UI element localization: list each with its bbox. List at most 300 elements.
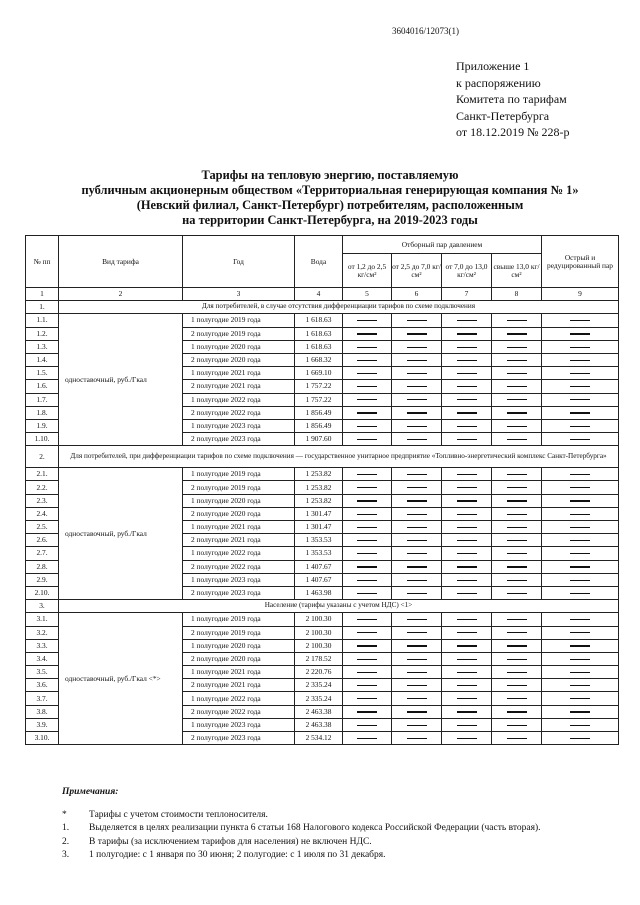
- dash-mark: [457, 645, 477, 646]
- empty-value-cell: [542, 340, 619, 353]
- empty-value-cell: [542, 718, 619, 731]
- period-cell: 1 полугодие 2019 года: [183, 468, 295, 481]
- dash-mark: [457, 540, 477, 541]
- dash-mark: [570, 645, 590, 646]
- dash-mark: [507, 399, 527, 400]
- period-cell: 2 полугодие 2020 года: [183, 353, 295, 366]
- dash-mark: [507, 553, 527, 554]
- water-tariff-cell: 1 353.53: [295, 547, 343, 560]
- empty-value-cell: [442, 481, 492, 494]
- row-number: 1.7.: [26, 393, 59, 406]
- empty-value-cell: [492, 573, 542, 586]
- period-cell: 2 полугодие 2020 года: [183, 652, 295, 665]
- empty-value-cell: [343, 705, 392, 718]
- dash-mark: [457, 619, 477, 620]
- empty-value-cell: [343, 666, 392, 679]
- empty-value-cell: [492, 560, 542, 573]
- empty-value-cell: [343, 433, 392, 446]
- dash-mark: [407, 619, 427, 620]
- empty-value-cell: [343, 468, 392, 481]
- col-number: 2: [59, 288, 183, 301]
- document-title: [40, 168, 620, 228]
- empty-value-cell: [392, 718, 442, 731]
- row-number: 2.4.: [26, 507, 59, 520]
- row-number: 3.6.: [26, 679, 59, 692]
- dash-mark: [457, 399, 477, 400]
- empty-value-cell: [442, 732, 492, 745]
- empty-value-cell: [542, 468, 619, 481]
- dash-mark: [507, 347, 527, 348]
- row-number: 3.9.: [26, 718, 59, 731]
- dash-mark: [570, 373, 590, 374]
- dash-mark: [357, 711, 377, 712]
- empty-value-cell: [492, 393, 542, 406]
- water-tariff-cell: 1 407.67: [295, 573, 343, 586]
- header-steam-group: Отборный пар давлением: [343, 236, 542, 254]
- document-number: 3604016/12073(1): [392, 26, 459, 36]
- dash-mark: [357, 439, 377, 440]
- dash-mark: [407, 399, 427, 400]
- note-mark: *: [62, 810, 67, 821]
- empty-value-cell: [392, 626, 442, 639]
- empty-value-cell: [392, 679, 442, 692]
- dash-mark: [570, 333, 590, 334]
- period-cell: 1 полугодие 2022 года: [183, 547, 295, 560]
- empty-value-cell: [492, 433, 542, 446]
- period-cell: 2 полугодие 2021 года: [183, 380, 295, 393]
- empty-value-cell: [492, 652, 542, 665]
- section-row: [26, 446, 619, 468]
- empty-value-cell: [442, 393, 492, 406]
- dash-mark: [407, 632, 427, 633]
- dash-mark: [507, 672, 527, 673]
- empty-value-cell: [492, 494, 542, 507]
- dash-mark: [570, 580, 590, 581]
- dash-mark: [357, 320, 377, 321]
- water-tariff-cell: 1 668.32: [295, 353, 343, 366]
- empty-value-cell: [343, 340, 392, 353]
- dash-mark: [507, 540, 527, 541]
- empty-value-cell: [392, 481, 442, 494]
- dash-mark: [507, 566, 527, 567]
- empty-value-cell: [343, 679, 392, 692]
- empty-value-cell: [442, 353, 492, 366]
- dash-mark: [507, 320, 527, 321]
- row-number: 1.8.: [26, 406, 59, 419]
- row-number: 2.3.: [26, 494, 59, 507]
- dash-mark: [357, 333, 377, 334]
- dash-mark: [457, 320, 477, 321]
- dash-mark: [507, 619, 527, 620]
- dash-mark: [570, 672, 590, 673]
- empty-value-cell: [392, 560, 442, 573]
- dash-mark: [407, 347, 427, 348]
- dash-mark: [570, 659, 590, 660]
- empty-value-cell: [343, 494, 392, 507]
- dash-mark: [457, 373, 477, 374]
- dash-mark: [570, 474, 590, 475]
- dash-mark: [357, 540, 377, 541]
- period-cell: 1 полугодие 2020 года: [183, 340, 295, 353]
- empty-value-cell: [492, 367, 542, 380]
- empty-value-cell: [442, 626, 492, 639]
- empty-value-cell: [392, 705, 442, 718]
- empty-value-cell: [492, 340, 542, 353]
- appendix-line: Приложение 1: [456, 59, 530, 73]
- empty-value-cell: [343, 521, 392, 534]
- empty-value-cell: [492, 705, 542, 718]
- dash-mark: [357, 527, 377, 528]
- section-title: Население (тарифы указаны с учетом НДС) <1>: [59, 600, 619, 613]
- empty-value-cell: [542, 507, 619, 520]
- empty-value-cell: [442, 314, 492, 327]
- dash-mark: [507, 593, 527, 594]
- empty-value-cell: [343, 314, 392, 327]
- header-steam-3: от 7,0 до 13,0 кг/см²: [442, 254, 492, 288]
- dash-mark: [407, 333, 427, 334]
- dash-mark: [507, 333, 527, 334]
- dash-mark: [357, 373, 377, 374]
- dash-mark: [357, 500, 377, 501]
- empty-value-cell: [542, 393, 619, 406]
- empty-value-cell: [492, 718, 542, 731]
- empty-value-cell: [442, 406, 492, 419]
- empty-value-cell: [542, 367, 619, 380]
- water-tariff-cell: 1 856.49: [295, 419, 343, 432]
- row-number: 2.9.: [26, 573, 59, 586]
- empty-value-cell: [343, 573, 392, 586]
- dash-mark: [357, 698, 377, 699]
- row-number: 1.9.: [26, 419, 59, 432]
- empty-value-cell: [542, 534, 619, 547]
- empty-value-cell: [392, 613, 442, 626]
- period-cell: 1 полугодие 2022 года: [183, 692, 295, 705]
- col-number: 6: [392, 288, 442, 301]
- dash-mark: [570, 439, 590, 440]
- header-steam-4: свыше 13,0 кг/см²: [492, 254, 542, 288]
- col-number: 9: [542, 288, 619, 301]
- dash-mark: [570, 685, 590, 686]
- empty-value-cell: [343, 732, 392, 745]
- dash-mark: [357, 426, 377, 427]
- dash-mark: [570, 500, 590, 501]
- empty-value-cell: [343, 393, 392, 406]
- water-tariff-cell: 1 253.82: [295, 468, 343, 481]
- dash-mark: [507, 412, 527, 413]
- dash-mark: [457, 360, 477, 361]
- empty-value-cell: [492, 481, 542, 494]
- empty-value-cell: [343, 367, 392, 380]
- water-tariff-cell: 2 463.38: [295, 718, 343, 731]
- empty-value-cell: [343, 626, 392, 639]
- dash-mark: [407, 386, 427, 387]
- empty-value-cell: [442, 560, 492, 573]
- water-tariff-cell: 1 856.49: [295, 406, 343, 419]
- period-cell: 1 полугодие 2023 года: [183, 718, 295, 731]
- empty-value-cell: [442, 367, 492, 380]
- water-tariff-cell: 1 301.47: [295, 521, 343, 534]
- note-text: В тарифы (за исключением тарифов для населения) не включен НДС.: [89, 836, 372, 847]
- period-cell: 2 полугодие 2023 года: [183, 433, 295, 446]
- empty-value-cell: [392, 639, 442, 652]
- empty-value-cell: [542, 547, 619, 560]
- empty-value-cell: [442, 468, 492, 481]
- dash-mark: [407, 659, 427, 660]
- header-period: Год: [183, 236, 295, 288]
- dash-mark: [507, 659, 527, 660]
- empty-value-cell: [392, 380, 442, 393]
- empty-value-cell: [492, 327, 542, 340]
- header-steam-1: от 1,2 до 2,5 кг/см²: [343, 254, 392, 288]
- empty-value-cell: [492, 406, 542, 419]
- row-number: 2.10.: [26, 586, 59, 599]
- empty-value-cell: [492, 692, 542, 705]
- dash-mark: [570, 540, 590, 541]
- empty-value-cell: [343, 547, 392, 560]
- dash-mark: [457, 412, 477, 413]
- empty-value-cell: [542, 433, 619, 446]
- water-tariff-cell: 1 407.67: [295, 560, 343, 573]
- dash-mark: [507, 386, 527, 387]
- empty-value-cell: [343, 507, 392, 520]
- dash-mark: [457, 474, 477, 475]
- col-number: 1: [26, 288, 59, 301]
- dash-mark: [357, 412, 377, 413]
- empty-value-cell: [442, 692, 492, 705]
- empty-value-cell: [542, 573, 619, 586]
- empty-value-cell: [492, 419, 542, 432]
- empty-value-cell: [542, 481, 619, 494]
- dash-mark: [457, 566, 477, 567]
- dash-mark: [570, 426, 590, 427]
- empty-value-cell: [442, 494, 492, 507]
- row-number: 3.3.: [26, 639, 59, 652]
- empty-value-cell: [492, 639, 542, 652]
- dash-mark: [407, 412, 427, 413]
- empty-value-cell: [492, 547, 542, 560]
- dash-mark: [457, 347, 477, 348]
- empty-value-cell: [542, 419, 619, 432]
- period-cell: 1 полугодие 2021 года: [183, 367, 295, 380]
- notes-block: [62, 786, 541, 862]
- empty-value-cell: [442, 666, 492, 679]
- empty-value-cell: [392, 433, 442, 446]
- empty-value-cell: [542, 626, 619, 639]
- table-row: [26, 613, 619, 626]
- empty-value-cell: [343, 380, 392, 393]
- dash-mark: [570, 566, 590, 567]
- section-number: 1.: [26, 301, 59, 314]
- empty-value-cell: [392, 406, 442, 419]
- dash-mark: [457, 659, 477, 660]
- empty-value-cell: [392, 327, 442, 340]
- empty-value-cell: [542, 521, 619, 534]
- note-item: [62, 836, 541, 849]
- empty-value-cell: [392, 547, 442, 560]
- empty-value-cell: [392, 573, 442, 586]
- notes-heading: Примечания:: [62, 787, 119, 797]
- empty-value-cell: [392, 586, 442, 599]
- water-tariff-cell: 2 178.52: [295, 652, 343, 665]
- period-cell: 1 полугодие 2021 года: [183, 521, 295, 534]
- dash-mark: [507, 487, 527, 488]
- dash-mark: [457, 426, 477, 427]
- empty-value-cell: [343, 353, 392, 366]
- empty-value-cell: [492, 534, 542, 547]
- dash-mark: [457, 632, 477, 633]
- row-number: 2.6.: [26, 534, 59, 547]
- dash-mark: [357, 580, 377, 581]
- table-row: [26, 314, 619, 327]
- row-number: 1.1.: [26, 314, 59, 327]
- empty-value-cell: [392, 652, 442, 665]
- row-number: 1.6.: [26, 380, 59, 393]
- table-row: [26, 468, 619, 481]
- dash-mark: [570, 711, 590, 712]
- dash-mark: [457, 514, 477, 515]
- water-tariff-cell: 1 757.22: [295, 393, 343, 406]
- row-number: 1.3.: [26, 340, 59, 353]
- row-number: 1.10.: [26, 433, 59, 446]
- dash-mark: [407, 373, 427, 374]
- note-text: Тарифы с учетом стоимости теплоносителя.: [89, 810, 268, 821]
- tariff-type-cell: одноставочный, руб./Гкал: [59, 314, 183, 446]
- dash-mark: [407, 645, 427, 646]
- empty-value-cell: [343, 534, 392, 547]
- dash-mark: [407, 685, 427, 686]
- col-number: 5: [343, 288, 392, 301]
- period-cell: 2 полугодие 2019 года: [183, 626, 295, 639]
- row-number: 3.8.: [26, 705, 59, 718]
- dash-mark: [357, 566, 377, 567]
- dash-mark: [407, 500, 427, 501]
- dash-mark: [407, 514, 427, 515]
- row-number: 1.5.: [26, 367, 59, 380]
- dash-mark: [407, 540, 427, 541]
- empty-value-cell: [392, 732, 442, 745]
- period-cell: 2 полугодие 2022 года: [183, 560, 295, 573]
- dash-mark: [507, 632, 527, 633]
- dash-mark: [357, 514, 377, 515]
- period-cell: 1 полугодие 2021 года: [183, 666, 295, 679]
- dash-mark: [407, 593, 427, 594]
- period-cell: 1 полугодие 2023 года: [183, 419, 295, 432]
- dash-mark: [357, 487, 377, 488]
- empty-value-cell: [442, 613, 492, 626]
- dash-mark: [507, 645, 527, 646]
- dash-mark: [407, 527, 427, 528]
- dash-mark: [357, 347, 377, 348]
- empty-value-cell: [442, 718, 492, 731]
- dash-mark: [457, 487, 477, 488]
- appendix-line: к распоряжению: [456, 75, 541, 90]
- note-mark: 3.: [62, 849, 70, 860]
- dash-mark: [570, 738, 590, 739]
- empty-value-cell: [492, 613, 542, 626]
- column-number-row: [26, 288, 619, 301]
- water-tariff-cell: 1 301.47: [295, 507, 343, 520]
- dash-mark: [507, 580, 527, 581]
- empty-value-cell: [343, 327, 392, 340]
- tariff-type-cell: одноставочный, руб./Гкал: [59, 468, 183, 600]
- water-tariff-cell: 2 100.30: [295, 639, 343, 652]
- period-cell: 2 полугодие 2021 года: [183, 534, 295, 547]
- dash-mark: [507, 426, 527, 427]
- period-cell: 2 полугодие 2021 года: [183, 679, 295, 692]
- title-line: (Невский филиал, Санкт-Петербург) потребителям, расположенным: [136, 198, 524, 212]
- water-tariff-cell: 1 907.60: [295, 433, 343, 446]
- dash-mark: [357, 360, 377, 361]
- empty-value-cell: [392, 521, 442, 534]
- dash-mark: [507, 360, 527, 361]
- dash-mark: [457, 580, 477, 581]
- dash-mark: [357, 738, 377, 739]
- dash-mark: [457, 593, 477, 594]
- empty-value-cell: [343, 406, 392, 419]
- row-number: 2.1.: [26, 468, 59, 481]
- dash-mark: [570, 553, 590, 554]
- dash-mark: [357, 672, 377, 673]
- dash-mark: [507, 698, 527, 699]
- water-tariff-cell: 1 353.53: [295, 534, 343, 547]
- empty-value-cell: [442, 547, 492, 560]
- period-cell: 1 полугодие 2019 года: [183, 314, 295, 327]
- water-tariff-cell: 1 669.10: [295, 367, 343, 380]
- title-line: на территории Санкт-Петербурга, на 2019-2023 годы: [182, 213, 478, 227]
- row-number: 2.8.: [26, 560, 59, 573]
- empty-value-cell: [542, 652, 619, 665]
- appendix-line: Комитета по тарифам: [456, 92, 567, 106]
- period-cell: 2 полугодие 2020 года: [183, 507, 295, 520]
- empty-value-cell: [542, 586, 619, 599]
- empty-value-cell: [442, 534, 492, 547]
- water-tariff-cell: 2 335.24: [295, 692, 343, 705]
- dash-mark: [570, 593, 590, 594]
- empty-value-cell: [392, 494, 442, 507]
- period-cell: 2 полугодие 2023 года: [183, 586, 295, 599]
- note-text: Выделяется в целях реализации пункта 6 статьи 168 Налогового кодекса Российской Федерации (часть вторая).: [89, 823, 541, 834]
- dash-mark: [570, 399, 590, 400]
- empty-value-cell: [442, 327, 492, 340]
- dash-mark: [507, 514, 527, 515]
- col-number: 3: [183, 288, 295, 301]
- empty-value-cell: [542, 613, 619, 626]
- header-water: Вода: [295, 236, 343, 288]
- empty-value-cell: [542, 732, 619, 745]
- empty-value-cell: [392, 419, 442, 432]
- empty-value-cell: [442, 652, 492, 665]
- appendix-line: Санкт-Петербурга: [456, 108, 550, 123]
- dash-mark: [407, 711, 427, 712]
- empty-value-cell: [542, 705, 619, 718]
- empty-value-cell: [343, 613, 392, 626]
- dash-mark: [407, 360, 427, 361]
- empty-value-cell: [343, 718, 392, 731]
- dash-mark: [457, 500, 477, 501]
- dash-mark: [570, 347, 590, 348]
- empty-value-cell: [343, 586, 392, 599]
- period-cell: 2 полугодие 2022 года: [183, 705, 295, 718]
- note-mark: 2.: [62, 836, 70, 847]
- title-line: Тарифы на тепловую энергию, поставляемую: [201, 168, 459, 182]
- dash-mark: [357, 645, 377, 646]
- empty-value-cell: [442, 380, 492, 393]
- dash-mark: [457, 553, 477, 554]
- dash-mark: [357, 399, 377, 400]
- dash-mark: [507, 474, 527, 475]
- water-tariff-cell: 1 253.82: [295, 494, 343, 507]
- period-cell: 1 полугодие 2019 года: [183, 613, 295, 626]
